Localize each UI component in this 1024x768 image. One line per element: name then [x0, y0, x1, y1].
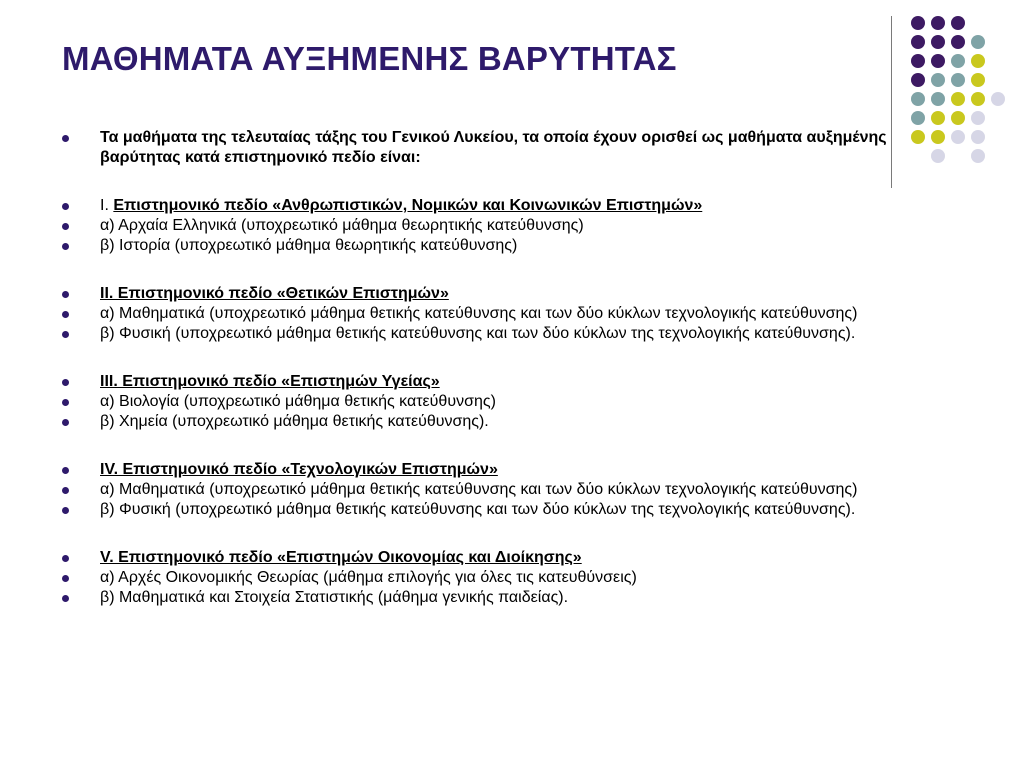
field-5-item-a: α) Αρχές Οικονομικής Θεωρίας (μάθημα επιλογής για όλες τις κατευθύνσεις): [62, 568, 932, 588]
decorative-dot: [971, 130, 985, 144]
field-heading-4: IV. Επιστημονικό πεδίο «Τεχνολογικών Επιστημών»: [62, 460, 932, 480]
decorative-dot: [951, 130, 965, 144]
field-2-item-b: β) Φυσική (υποχρεωτικό μάθημα θετικής κατεύθυνσης και των δύο κύκλων της τεχνολογικής κατεύθυνσης).: [62, 324, 932, 344]
decorative-dot: [931, 149, 945, 163]
decorative-dot: [931, 73, 945, 87]
field-1-item-a: α) Αρχαία Ελληνικά (υποχρεωτικό μάθημα θεωρητικής κατεύθυνσης): [62, 216, 932, 236]
decorative-dot: [951, 54, 965, 68]
slide-title: ΜΑΘΗΜΑΤΑ ΑΥΞΗΜΕΝΗΣ ΒΑΡΥΤΗΤΑΣ: [62, 40, 677, 77]
decorative-dot: [931, 111, 945, 125]
field-5-item-b: β) Μαθηματικά και Στοιχεία Στατιστικής (μάθημα γενικής παιδείας).: [62, 588, 932, 608]
decorative-dot: [951, 111, 965, 125]
decorative-dot: [911, 73, 925, 87]
decorative-dot: [971, 149, 985, 163]
field-heading-2: ΙΙ. Επιστημονικό πεδίο «Θετικών Επιστημών»: [62, 284, 932, 304]
decorative-dot: [951, 35, 965, 49]
field-1-prefix: Ι.: [100, 197, 114, 214]
decorative-dot: [971, 111, 985, 125]
decorative-dot: [951, 92, 965, 106]
field-4-item-a: α) Μαθηματικά (υποχρεωτικό μάθημα θετικής κατεύθυνσης και των δύο κύκλων τεχνολογικής κατεύθυνσης): [62, 480, 932, 500]
field-heading-3: ΙΙΙ. Επιστημονικό πεδίο «Επιστημών Υγείας»: [62, 372, 932, 392]
decorative-dot: [971, 92, 985, 106]
decorative-dot: [911, 111, 925, 125]
decorative-dot: [931, 130, 945, 144]
decorative-dot: [931, 35, 945, 49]
decorative-dot: [911, 54, 925, 68]
decorative-dot: [991, 92, 1005, 106]
field-4-item-b: β) Φυσική (υποχρεωτικό μάθημα θετικής κατεύθυνσης και των δύο κύκλων της τεχνολογικής κατεύθυνσης).: [62, 500, 932, 520]
field-heading-1: [62, 196, 932, 216]
decorative-dot: [971, 54, 985, 68]
decorative-dot: [951, 16, 965, 30]
decorative-dot: [931, 16, 945, 30]
decorative-dot: [931, 92, 945, 106]
field-3-item-b: β) Χημεία (υποχρεωτικό μάθημα θετικής κατεύθυνσης).: [62, 412, 932, 432]
decorative-dot: [911, 92, 925, 106]
field-1-title: Επιστημονικό πεδίο «Ανθρωπιστικών, Νομικών και Κοινωνικών Επιστημών»: [113, 197, 703, 214]
field-1-item-b: β) Ιστορία (υποχρεωτικό μάθημα θεωρητικής κατεύθυνσης): [62, 236, 932, 256]
decorative-dot: [931, 54, 945, 68]
decorative-dot: [911, 16, 925, 30]
decorative-dot: [971, 35, 985, 49]
field-3-item-a: α) Βιολογία (υποχρεωτικό μάθημα θετικής κατεύθυνσης): [62, 392, 932, 412]
content-bullet-list: [62, 128, 932, 608]
decorative-dot: [971, 73, 985, 87]
field-2-item-a: α) Μαθηματικά (υποχρεωτικό μάθημα θετικής κατεύθυνσης και των δύο κύκλων τεχνολογικής κατεύθυνσης): [62, 304, 932, 324]
decorative-dot: [911, 35, 925, 49]
field-heading-5: V. Επιστημονικό πεδίο «Επιστημών Οικονομίας και Διοίκησης»: [62, 548, 932, 568]
intro-bullet: Τα μαθήματα της τελευταίας τάξης του Γενικού Λυκείου, τα οποία έχουν ορισθεί ως μαθήματα αυξημένης βαρύτητας κατά επιστημονικό πεδίο είναι:: [62, 128, 932, 168]
decorative-dot: [951, 73, 965, 87]
